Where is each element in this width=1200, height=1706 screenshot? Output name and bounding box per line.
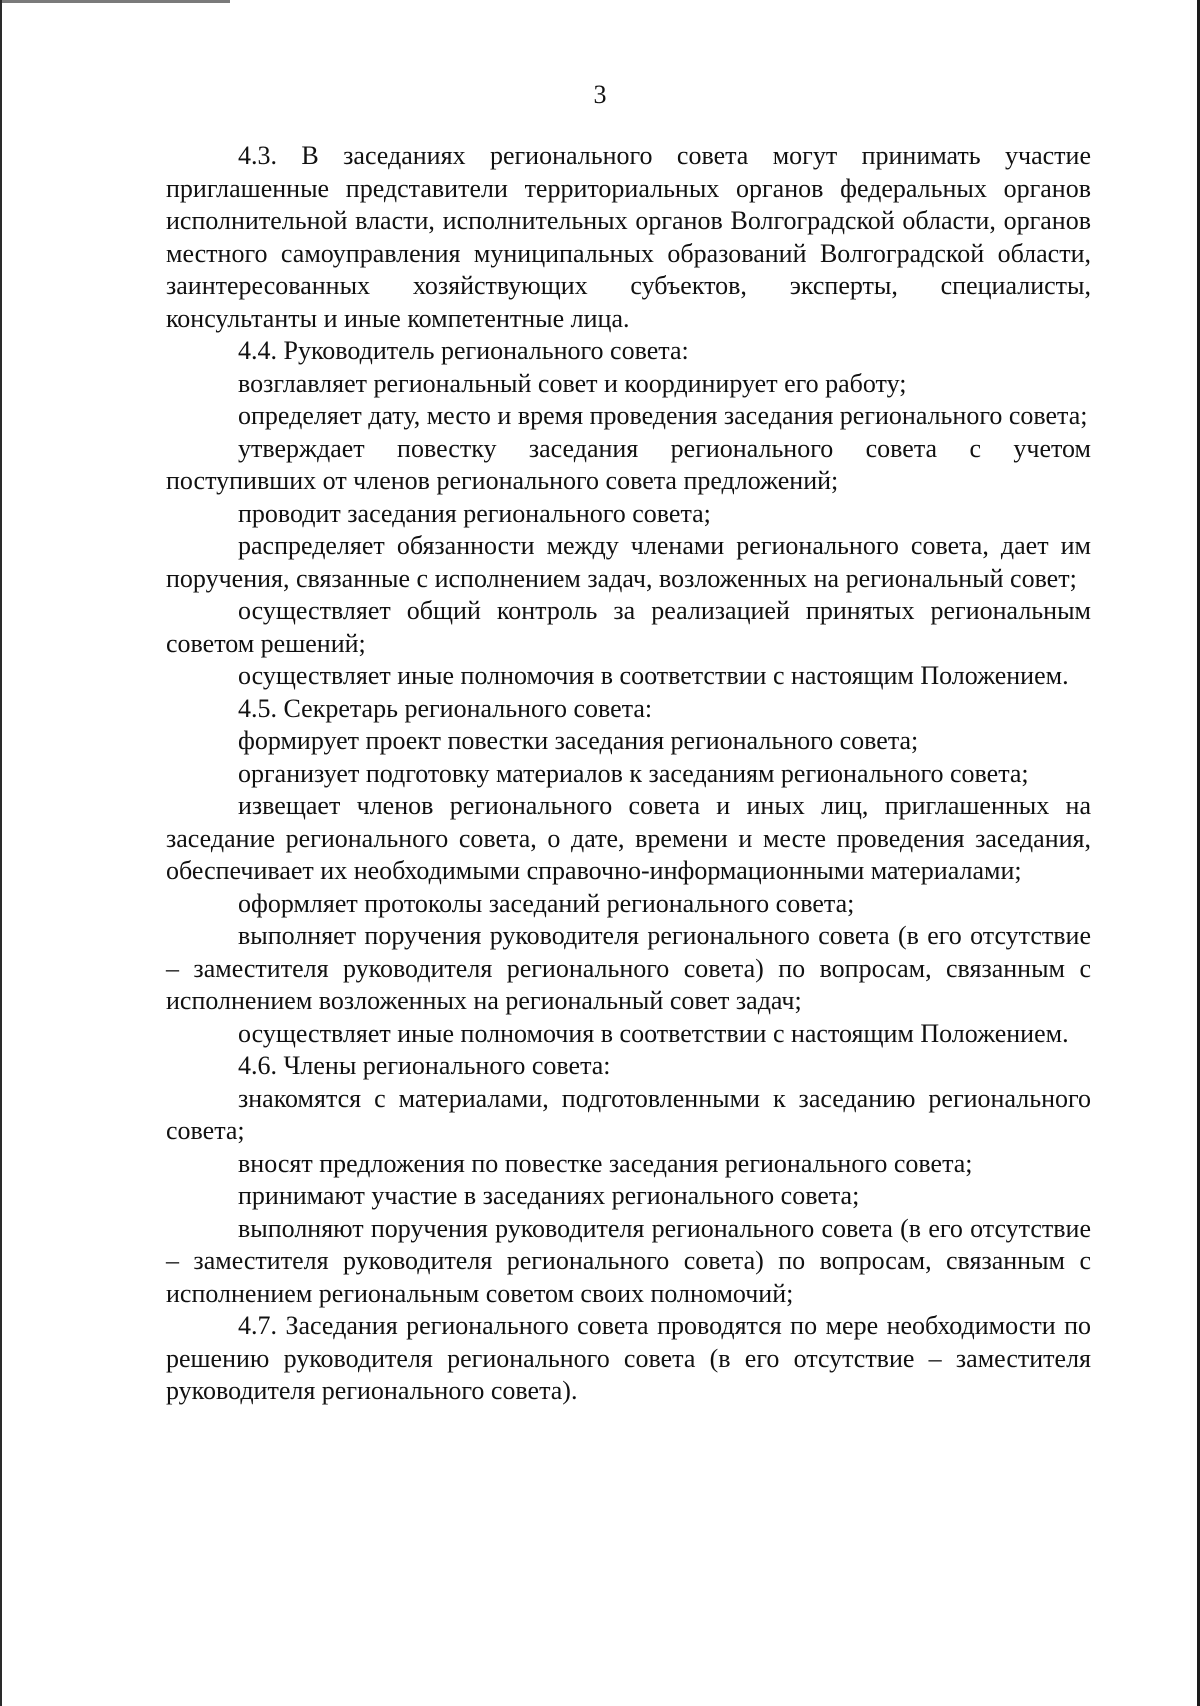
paragraph-4-4-heading: 4.4. Руководитель регионального совета: (238, 336, 689, 365)
scan-edge-top (0, 0, 230, 3)
document-body (166, 140, 1091, 1408)
list-item: оформляет протоколы заседаний регионального совета; (238, 888, 855, 918)
list-item: возглавляет региональный совет и координирует его работу; (238, 368, 907, 398)
paragraph-4-5-heading: 4.5. Секретарь регионального совета: (238, 693, 653, 723)
page-number: 3 (593, 80, 607, 109)
paragraph-4-7: 4.7. Заседания регионального совета проводятся по мере необходимости по решению руководителя регионального совета (в его отсутствие – заместителя руководителя регионального совета). (166, 1311, 1091, 1405)
list-item: организует подготовку материалов к заседаниям регионального совета; (238, 758, 1029, 788)
paragraph-4-6-heading: 4.6. Члены регионального совета: (238, 1051, 611, 1080)
list-item: осуществляет иные полномочия в соответствии с настоящим Положением. (238, 661, 1069, 690)
list-item: принимают участие в заседаниях регионального совета; (238, 1181, 860, 1210)
list-item: формирует проект повестки заседания регионального совета; (238, 726, 919, 755)
list-item: извещает членов регионального совета и иных лиц, приглашенных на заседание регионального совета, о дате, времени и месте проведения заседания, обеспечивает их необходимыми справочно-информационными материалами; (166, 791, 1091, 885)
list-item: осуществляет иные полномочия в соответствии с настоящим Положением. (238, 1018, 1069, 1048)
paragraph-4-3: 4.3. В заседаниях регионального совета могут принимать участие приглашенные представители территориальных органов федеральных органов исполнительной власти, исполнительных органов Волгоградской области, органов местного самоуправления муниципальных образований Волгоградской области, заинтересованных хозяйствующих субъектов, эксперты, специалисты, консультанты и иные компетентные лица. (166, 141, 1091, 333)
list-item: знакомятся с материалами, подготовленными к заседанию регионального совета; (166, 1083, 1091, 1145)
list-item: определяет дату, место и время проведения заседания регионального совета; (238, 401, 1088, 430)
list-item: выполняет поручения руководителя регионального совета (в его отсутствие – заместителя руководителя регионального совета) по вопросам, связанным с исполнением возложенных на региональный совет задач; (166, 921, 1091, 1015)
list-item: проводит заседания регионального совета; (238, 498, 711, 528)
list-item: распределяет обязанности между членами регионального совета, дает им поручения, связанные с исполнением задач, возложенных на региональный совет; (166, 531, 1091, 593)
list-item: осуществляет общий контроль за реализацией принятых региональным советом решений; (166, 596, 1091, 658)
list-item: вносят предложения по повестке заседания регионального совета; (238, 1148, 973, 1178)
scan-edge-left (0, 0, 2, 1706)
list-item: утверждает повестку заседания регионального совета с учетом поступивших от членов регионального совета предложений; (166, 433, 1091, 495)
list-item: выполняют поручения руководителя регионального совета (в его отсутствие – заместителя руководителя регионального совета) по вопросам, связанным с исполнением региональным советом своих полномочий; (166, 1213, 1091, 1308)
